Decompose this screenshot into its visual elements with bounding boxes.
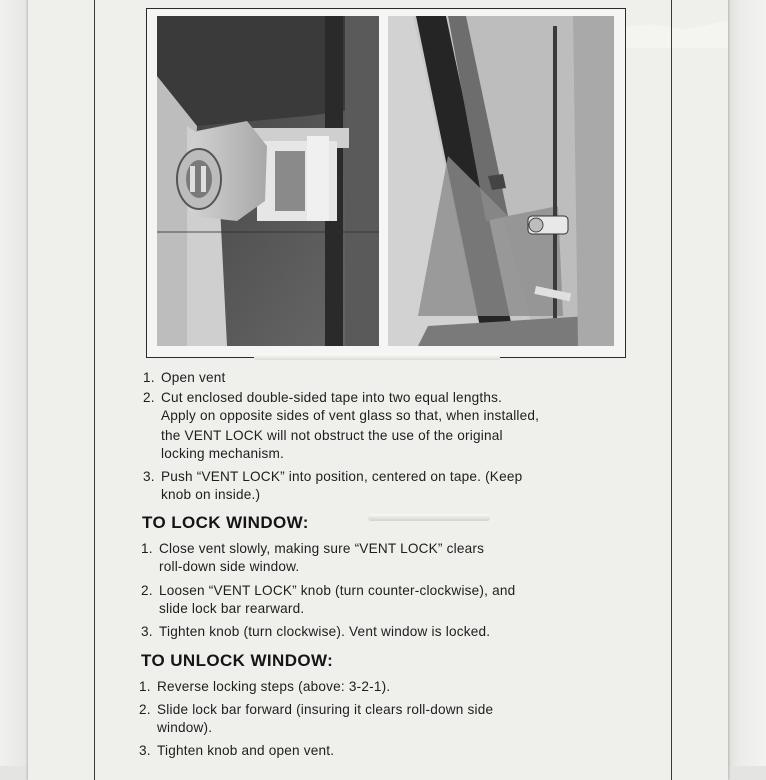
step-text: Push “VENT LOCK” into position, centered on tape. (Keep (161, 469, 523, 484)
background-left (0, 0, 30, 766)
step-number: 3. (141, 624, 153, 639)
step-text: Tighten knob (turn clockwise). Vent window is locked. (159, 624, 491, 639)
vent-window-installed-photo (388, 16, 614, 346)
step-text: Apply on opposite sides of vent glass so that, when installed, (161, 408, 540, 423)
step-text: Loosen “VENT LOCK” knob (turn counter-clockwise), and (159, 583, 516, 598)
paper-crease (368, 514, 490, 521)
step-number: 3. (139, 743, 151, 758)
step-text: Close vent slowly, making sure “VENT LOCK” clears (159, 541, 485, 556)
step-text: Open vent (161, 370, 226, 385)
step-number: 1. (139, 679, 151, 694)
step-text: Cut enclosed double-sided tape into two equal lengths. (161, 390, 503, 405)
divider-ridge (254, 354, 500, 360)
step-text: roll-down side window. (159, 559, 300, 574)
unlock-heading: TO UNLOCK WINDOW: (141, 651, 334, 670)
background-right (722, 0, 766, 766)
step-text: Reverse locking steps (above: 3-2-1). (157, 679, 391, 694)
step-number: 2. (143, 390, 155, 405)
step-text: locking mechanism. (161, 446, 284, 461)
step-text: knob on inside.) (161, 487, 261, 502)
vent-lock-closeup-photo (157, 16, 379, 346)
step-text: window). (157, 720, 213, 735)
step-number: 1. (141, 541, 153, 556)
step-number: 2. (139, 702, 151, 717)
step-text: slide lock bar rearward. (159, 601, 305, 616)
step-number: 3. (143, 469, 155, 484)
lock-heading: TO LOCK WINDOW: (142, 513, 309, 532)
step-number: 1. (143, 370, 155, 385)
step-number: 2. (141, 583, 153, 598)
step-text: Slide lock bar forward (insuring it clears roll-down side (157, 702, 494, 717)
step-text: the VENT LOCK will not obstruct the use of the original (161, 428, 503, 443)
step-text: Tighten knob and open vent. (157, 743, 335, 758)
